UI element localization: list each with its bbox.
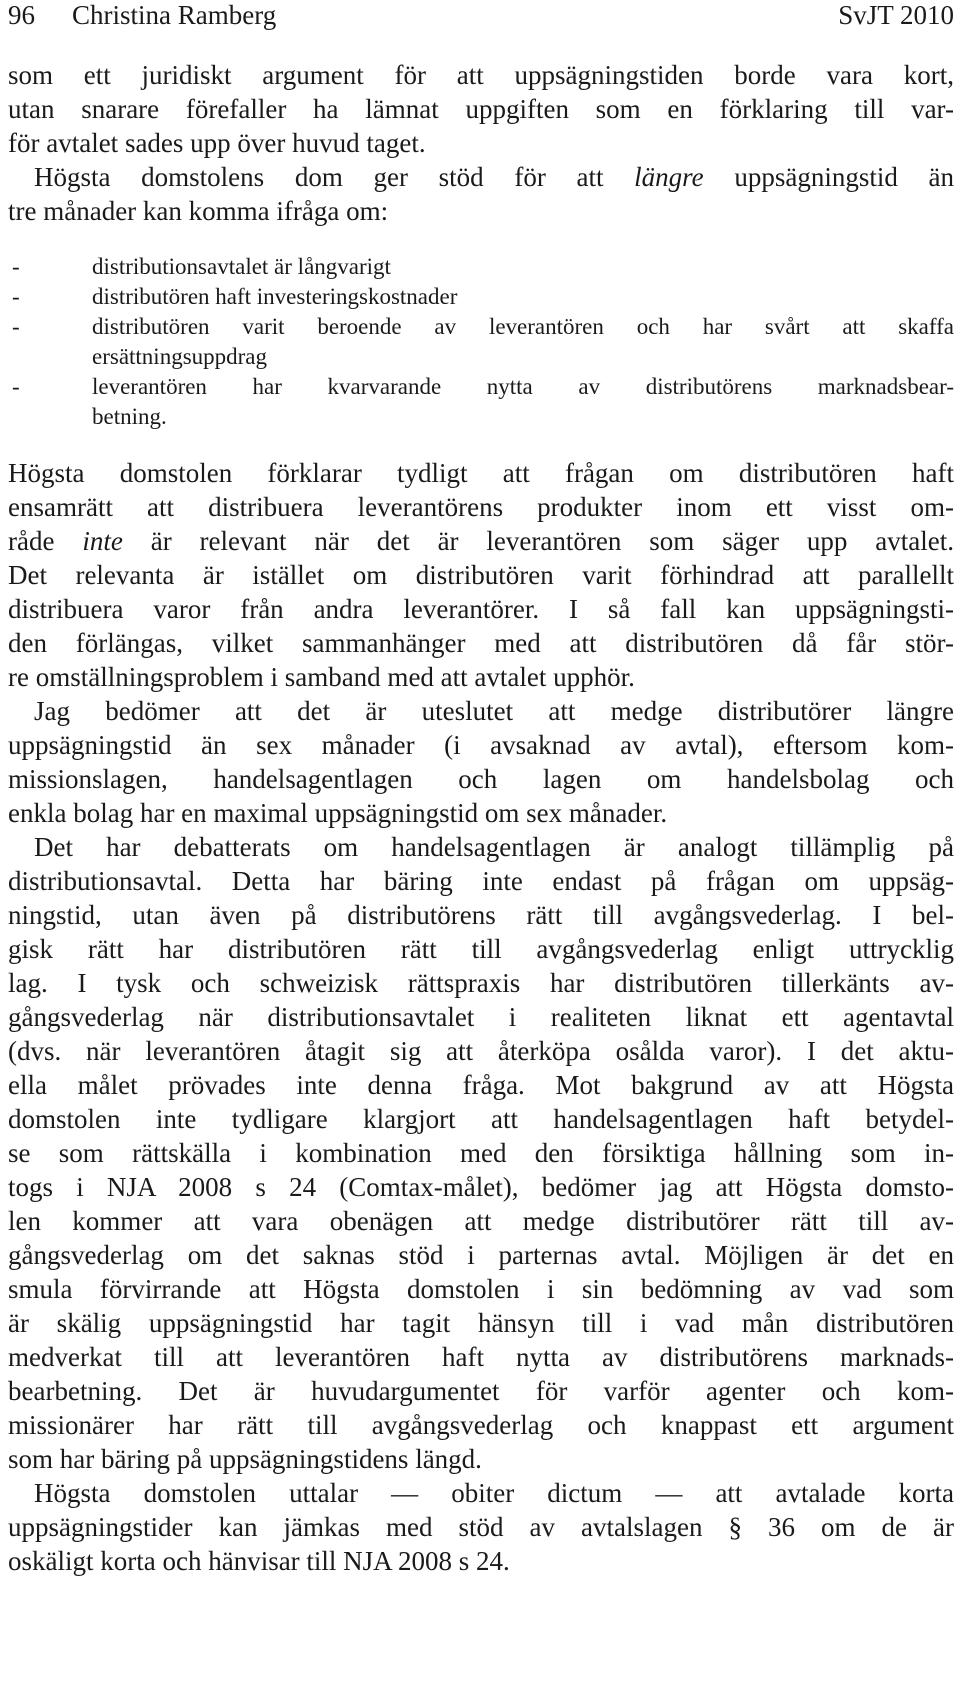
text-line: lag. I tysk och schweizisk rättspraxis har distributören tillerkänts av- bbox=[8, 968, 954, 998]
text-line: Det relevanta är istället om distributören varit förhindrad att parallellt bbox=[8, 560, 954, 590]
list-bullet: - bbox=[12, 284, 20, 309]
list-item: distributionsavtalet är långvarigt bbox=[92, 254, 391, 279]
text-line: uppsägningstider kan jämkas med stöd av avtalslagen § 36 om de är bbox=[8, 1512, 954, 1542]
text-line: (dvs. när leverantören åtagit sig att återköpa osålda varor). I det aktu- bbox=[8, 1036, 954, 1066]
text-line: som ett juridiskt argument för att uppsägningstiden borde vara kort, bbox=[8, 60, 954, 90]
text-line: råde inte är relevant när det är leverantören som säger upp avtalet. bbox=[8, 526, 954, 556]
text-line: enkla bolag har en maximal uppsägningstid om sex månader. bbox=[8, 798, 668, 828]
text-line: den förlängas, vilket sammanhänger med att distributören då får stör- bbox=[8, 628, 954, 658]
text-line: bearbetning. Det är huvudargumentet för varför agenter och kom- bbox=[8, 1376, 954, 1406]
text-line: ensamrätt att distribuera leverantörens produkter inom ett visst om- bbox=[8, 492, 954, 522]
list-item-continuation: betning. bbox=[92, 404, 167, 429]
text-line: togs i NJA 2008 s 24 (Comtax-målet), bedömer jag att Högsta domsto- bbox=[8, 1172, 954, 1202]
list-item: distributören haft investeringskostnader bbox=[92, 284, 458, 309]
text-line: ella målet prövades inte denna fråga. Mot bakgrund av att Högsta bbox=[8, 1070, 954, 1100]
text-line: Jag bedömer att det är uteslutet att medge distributörer längre bbox=[34, 696, 954, 726]
text-line: se som rättskälla i kombination med den försiktiga hållning som in- bbox=[8, 1138, 954, 1168]
author-name: Christina Ramberg bbox=[72, 0, 277, 30]
text-line: gisk rätt har distributören rätt till avgångsvederlag enligt uttrycklig bbox=[8, 934, 954, 964]
list-bullet: - bbox=[12, 254, 20, 279]
emphasis: inte bbox=[82, 526, 123, 556]
emphasis: längre bbox=[634, 162, 704, 192]
text-line: Högsta domstolen förklarar tydligt att frågan om distributören haft bbox=[8, 458, 954, 488]
text-line: gångsvederlag om det saknas stöd i parternas avtal. Möjligen är det en bbox=[8, 1240, 954, 1270]
text-line: gångsvederlag när distributionsavtalet i realiteten liknat ett agentavtal bbox=[8, 1002, 954, 1032]
text-line: uppsägningstid än sex månader (i avsaknad av avtal), eftersom kom- bbox=[8, 730, 954, 760]
list-bullet: - bbox=[12, 314, 20, 339]
list-item: leverantören har kvarvarande nytta av distributörens marknadsbear- bbox=[92, 374, 954, 399]
list-bullet: - bbox=[12, 374, 20, 399]
text-line: Det har debatterats om handelsagentlagen är analogt tillämplig på bbox=[34, 832, 954, 862]
running-head bbox=[8, 0, 954, 30]
text-line: domstolen inte tydligare klargjort att handelsagentlagen haft betydel- bbox=[8, 1104, 954, 1134]
text-line: medverkat till att leverantören haft nytta av distributörens marknads- bbox=[8, 1342, 954, 1372]
text-line: är skälig uppsägningstid har tagit hänsyn till i vad mån distributören bbox=[8, 1308, 954, 1338]
text-line: Högsta domstolens dom ger stöd för att längre uppsägningstid än bbox=[34, 162, 954, 192]
list-item: distributören varit beroende av leverantören och har svårt att skaffa bbox=[92, 314, 954, 339]
text-line: utan snarare förefaller ha lämnat uppgiften som en förklaring till var- bbox=[8, 94, 954, 124]
text-line: ningstid, utan även på distributörens rätt till avgångsvederlag. I bel- bbox=[8, 900, 954, 930]
text-line: missionärer har rätt till avgångsvederlag och knappast ett argument bbox=[8, 1410, 954, 1440]
journal-name: SvJT 2010 bbox=[838, 0, 954, 30]
text-line: re omställningsproblem i samband med att avtalet upphör. bbox=[8, 662, 635, 692]
text-line: distribuera varor från andra leverantörer. I så fall kan uppsägningsti- bbox=[8, 594, 954, 624]
text-line: len kommer att vara obenägen att medge distributörer rätt till av- bbox=[8, 1206, 954, 1236]
text-line: smula förvirrande att Högsta domstolen i sin bedömning av vad som bbox=[8, 1274, 954, 1304]
text-line: missionslagen, handelsagentlagen och lagen om handelsbolag och bbox=[8, 764, 954, 794]
text-line: distributionsavtal. Detta har bäring inte endast på frågan om uppsäg- bbox=[8, 866, 954, 896]
list-item-continuation: ersättningsuppdrag bbox=[92, 344, 268, 369]
text-line: för avtalet sades upp över huvud taget. bbox=[8, 128, 426, 158]
text-line: tre månader kan komma ifråga om: bbox=[8, 196, 389, 226]
text-line: Högsta domstolen uttalar — obiter dictum — att avtalade korta bbox=[34, 1478, 954, 1508]
text-line: oskäligt korta och hänvisar till NJA 2008 s 24. bbox=[8, 1546, 510, 1576]
text-line: som har bäring på uppsägningstidens längd. bbox=[8, 1444, 482, 1474]
page-number: 96 bbox=[8, 0, 35, 30]
